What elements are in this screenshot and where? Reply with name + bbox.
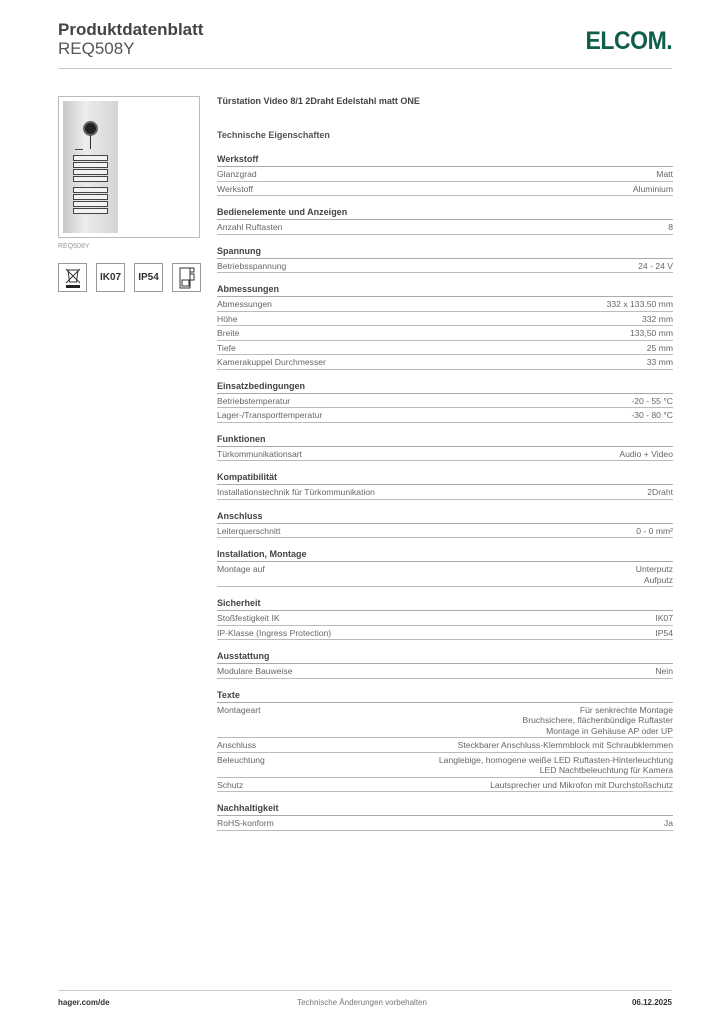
spec-value-line: Für senkrechte Montage <box>579 704 673 715</box>
spec-section <box>217 244 673 274</box>
spec-sections <box>217 152 673 831</box>
spec-label: Betriebsspannung <box>217 260 287 271</box>
spec-row <box>217 312 673 327</box>
spec-value <box>490 780 673 791</box>
spec-label: Anschluss <box>217 740 257 750</box>
spec-row <box>217 703 673 739</box>
spec-row <box>217 562 673 587</box>
spec-value <box>655 613 673 624</box>
module-icon <box>172 263 201 292</box>
spec-label: Schutz <box>217 779 244 790</box>
spec-value-line: Montage in Gehäuse AP oder UP <box>546 725 673 736</box>
spec-section <box>217 509 673 539</box>
spec-value <box>523 705 673 737</box>
spec-value-line: 133,50 mm <box>630 328 673 338</box>
spec-value-line: IK07 <box>655 613 673 623</box>
spec-content <box>217 96 673 831</box>
spec-row <box>217 355 673 370</box>
section-title: Anschluss <box>217 509 673 524</box>
spec-section <box>217 801 673 831</box>
spec-section <box>217 205 673 235</box>
spec-label: IP-Klasse (Ingress Protection) <box>217 627 332 638</box>
spec-value <box>633 184 673 195</box>
spec-value-line: Unterputz <box>635 564 673 574</box>
spec-section <box>217 596 673 640</box>
spec-label: Beleuchtung <box>217 754 265 765</box>
spec-row <box>217 753 673 778</box>
spec-row <box>217 259 673 274</box>
spec-row <box>217 524 673 539</box>
spec-section <box>217 470 673 500</box>
spec-value-line: LED Nachtbeleuchtung für Kamera <box>539 765 673 775</box>
spec-value <box>647 487 673 498</box>
spec-row <box>217 182 673 197</box>
spec-label: Lager-/Transporttemperatur <box>217 410 323 420</box>
spec-value-line: 24 - 24 V <box>638 260 673 271</box>
spec-label: Leiterquerschnitt <box>217 525 281 536</box>
section-title: Bedienelemente und Anzeigen <box>217 205 673 220</box>
spec-value <box>630 328 673 339</box>
spec-section <box>217 432 673 462</box>
spec-value-line: Lautsprecher und Mikrofon mit Durchstoßschutz <box>490 779 673 790</box>
spec-value <box>631 410 673 421</box>
spec-value <box>636 526 673 537</box>
spec-row <box>217 326 673 341</box>
spec-row <box>217 394 673 409</box>
spec-section <box>217 379 673 423</box>
spec-value <box>607 299 673 310</box>
spec-value <box>664 818 673 829</box>
spec-row <box>217 778 673 793</box>
spec-value-line: 332 mm <box>641 313 673 324</box>
footer-disclaimer: Technische Änderungen vorbehalten <box>297 998 427 1007</box>
spec-label: Abmessungen <box>217 299 272 309</box>
spec-value-line: -20 - 55 °C <box>631 395 673 406</box>
spec-value <box>631 396 673 407</box>
spec-row <box>217 220 673 235</box>
spec-row <box>217 816 673 831</box>
spec-label: Stoßfestigkeit IK <box>217 613 280 623</box>
spec-label: Montage auf <box>217 564 265 574</box>
section-title: Einsatzbedingungen <box>217 379 673 394</box>
section-title: Abmessungen <box>217 282 673 297</box>
spec-value <box>668 222 673 233</box>
product-name: Türstation Video 8/1 2Draht Edelstahl matt ONE <box>217 96 420 106</box>
section-title: Werkstoff <box>217 152 673 167</box>
spec-label: Höhe <box>217 313 238 324</box>
weee-icon <box>58 263 87 292</box>
spec-row <box>217 611 673 626</box>
spec-label: Anzahl Ruftasten <box>217 222 283 232</box>
spec-value-line: Aluminium <box>632 183 673 194</box>
page-title: Produktdatenblatt <box>58 20 204 39</box>
spec-value <box>636 564 673 585</box>
spec-label: Kamerakuppel Durchmesser <box>217 357 326 367</box>
spec-section <box>217 152 673 196</box>
spec-label: Modulare Bauweise <box>217 666 293 676</box>
footer-divider <box>58 990 672 991</box>
section-title: Texte <box>217 688 673 703</box>
spec-value-line: 8 <box>668 222 673 232</box>
section-title: Spannung <box>217 244 673 259</box>
header-divider <box>58 68 672 69</box>
footer-website: hager.com/de <box>58 998 110 1007</box>
spec-section <box>217 649 673 679</box>
camera-icon <box>83 121 98 136</box>
spec-value <box>655 628 673 639</box>
tech-heading: Technische Eigenschaften <box>217 130 330 140</box>
spec-label: Türkommunikationsart <box>217 448 303 459</box>
spec-label: Glanzgrad <box>217 169 257 179</box>
spec-value <box>647 357 673 368</box>
spec-value-line: Nein <box>655 666 673 676</box>
spec-row <box>217 408 673 423</box>
footer-date: 06.12.2025 <box>631 998 672 1007</box>
spec-value-line: Matt <box>656 169 673 179</box>
spec-value <box>655 666 673 677</box>
spec-label: Werkstoff <box>217 183 253 194</box>
spec-value-line: Ja <box>663 818 673 828</box>
spec-value <box>619 449 673 460</box>
spec-section <box>217 547 673 587</box>
spec-value-line: 25 mm <box>646 342 673 353</box>
spec-row <box>217 167 673 182</box>
section-title: Funktionen <box>217 432 673 447</box>
spec-section <box>217 688 673 793</box>
spec-value-line: Steckbarer Anschluss-Klemmblock mit Schraubklemmen <box>457 740 673 750</box>
spec-value-line: 33 mm <box>646 357 673 367</box>
spec-value-line: IP54 <box>655 627 673 638</box>
spec-value <box>642 314 673 325</box>
spec-value <box>439 755 673 776</box>
spec-row <box>217 626 673 641</box>
section-title: Sicherheit <box>217 596 673 611</box>
section-title: Kompatibilität <box>217 470 673 485</box>
section-title: Installation, Montage <box>217 547 673 562</box>
product-image <box>58 96 200 238</box>
section-title: Ausstattung <box>217 649 673 664</box>
ip54-badge: IP54 <box>134 263 163 292</box>
spec-label: Breite <box>217 328 240 338</box>
spec-row <box>217 738 673 753</box>
section-title: Nachhaltigkeit <box>217 801 673 816</box>
spec-row <box>217 341 673 356</box>
spec-value-line: -30 - 80 °C <box>631 410 673 420</box>
spec-row <box>217 485 673 500</box>
spec-value-line: 2Draht <box>647 487 673 497</box>
spec-row <box>217 447 673 462</box>
spec-section <box>217 282 673 370</box>
ik07-badge: IK07 <box>96 263 125 292</box>
spec-value-line: Langlebige, homogene weiße LED Ruftasten-Hinterleuchtung <box>438 754 673 765</box>
spec-value-line: Aufputz <box>643 574 673 585</box>
spec-value-line: 332 x 133.50 mm <box>606 299 673 309</box>
image-caption: REQ508Y <box>58 243 90 250</box>
spec-value <box>656 169 673 180</box>
spec-value-line: 0 - 0 mm² <box>636 525 673 536</box>
spec-label: Betriebstemperatur <box>217 395 291 406</box>
spec-label: Installationstechnik für Türkommunikation <box>217 487 375 497</box>
article-number: REQ508Y <box>58 39 135 58</box>
spec-value-line: Bruchsichere, flächenbündige Ruftaster <box>522 715 673 725</box>
elcom-logo: ELCOM. <box>585 27 672 55</box>
spec-value-line: Audio + Video <box>619 448 673 459</box>
spec-row <box>217 297 673 312</box>
spec-value <box>647 343 673 354</box>
spec-value <box>458 740 673 751</box>
spec-row <box>217 664 673 679</box>
spec-value <box>638 261 673 272</box>
spec-label: RoHS-konform <box>217 818 274 828</box>
spec-label: Montageart <box>217 704 261 715</box>
spec-label: Tiefe <box>217 342 236 353</box>
